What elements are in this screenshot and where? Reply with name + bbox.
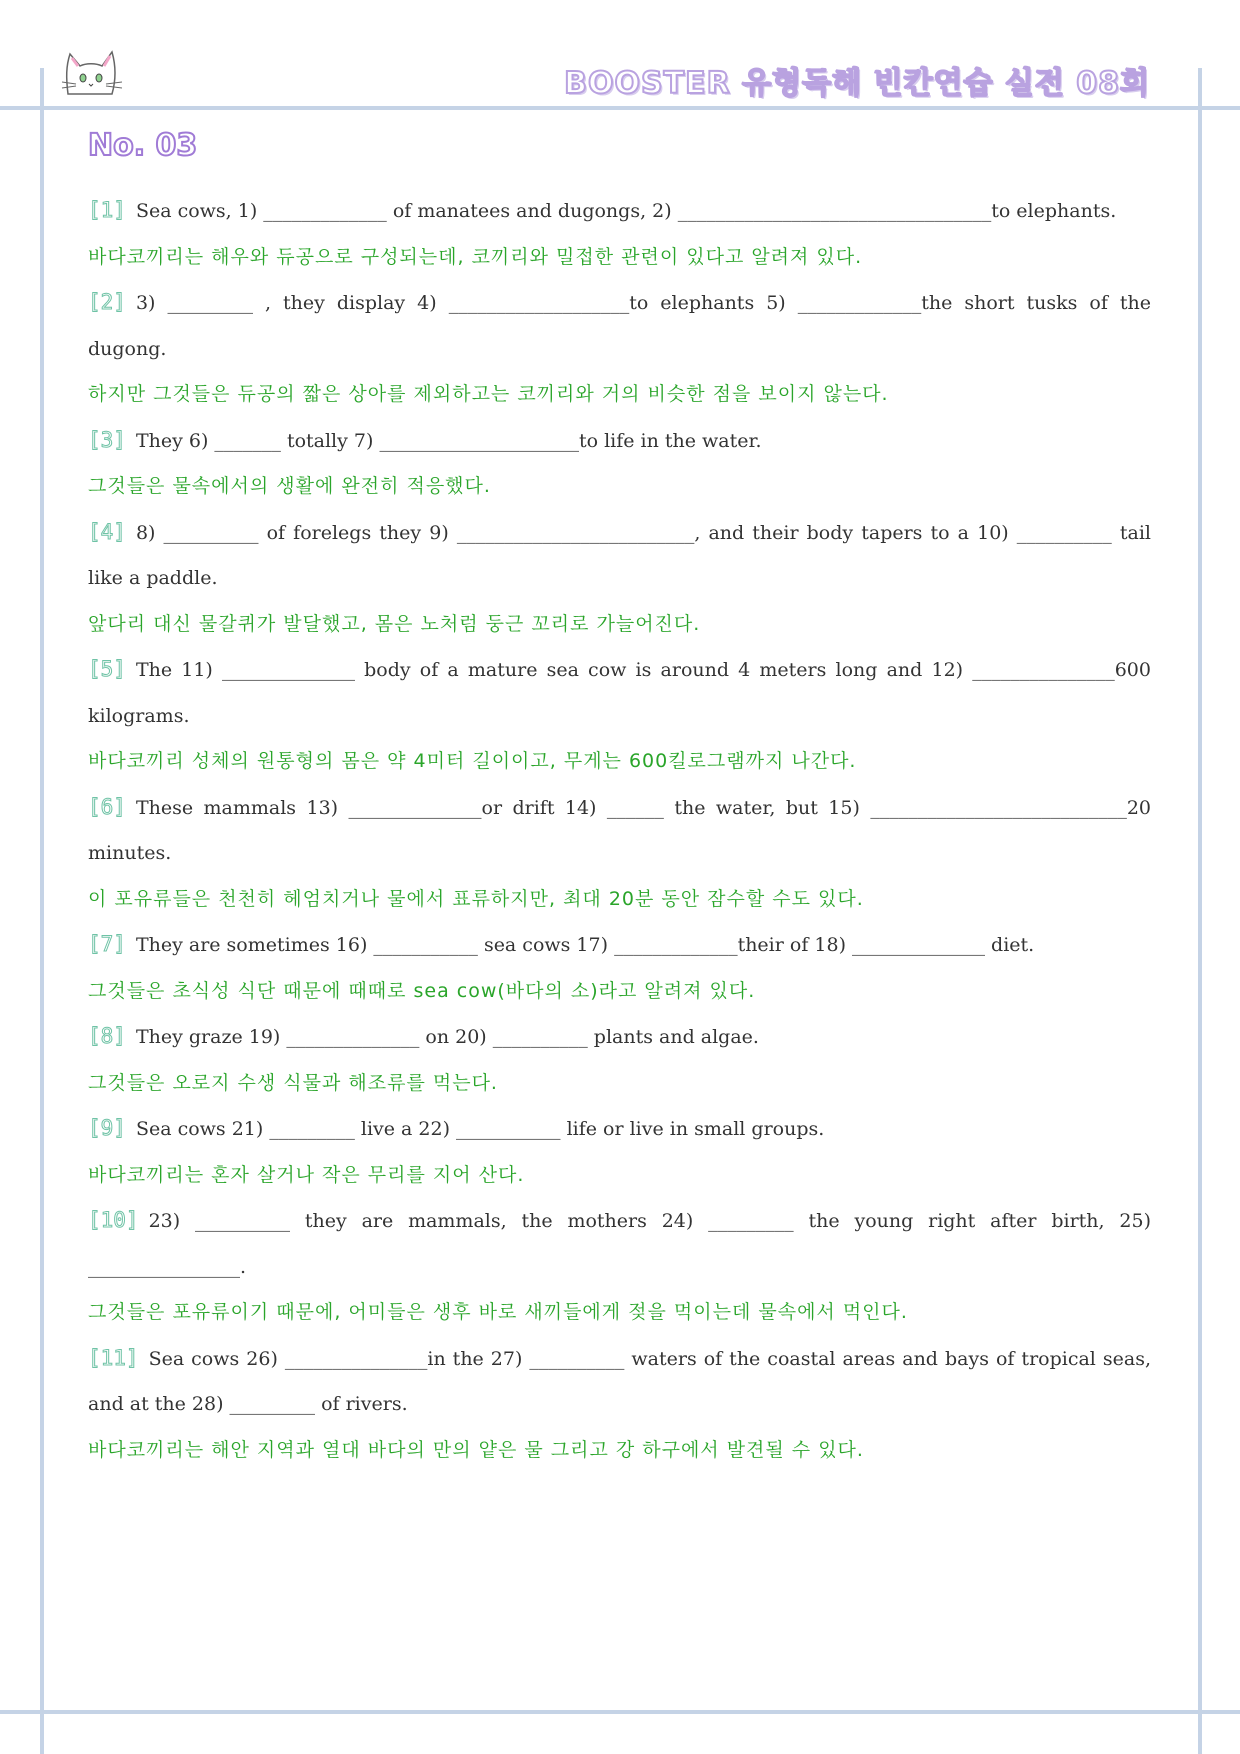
exercise-item-2 bbox=[88, 280, 1151, 418]
sentence-text: 3) _________ , they display 4) ___________________to elephants 5) _____________the short tusks of the dugong. bbox=[88, 292, 1151, 360]
item-number: [1] bbox=[88, 198, 126, 222]
korean-translation: 그것들은 포유류이기 때문에, 어미들은 생후 바로 새끼들에게 젖을 먹이는데 물속에서 먹인다. bbox=[88, 1301, 908, 1323]
bottom-border-line bbox=[0, 1710, 1240, 1714]
sentence-text: 8) __________ of forelegs they 9) _________________________, and their body tapers to a 10) __________ tail like a paddle. bbox=[88, 521, 1151, 589]
sentence-text: These mammals 13) ______________or drift 14) ______ the water, but 15) ___________________________20 minutes. bbox=[88, 796, 1151, 864]
sentence-text: Sea cows 21) _________ live a 22) ___________ life or live in small groups. bbox=[135, 1118, 825, 1140]
korean-translation: 바다코끼리는 해안 지역과 열대 바다의 만의 얕은 물 그리고 강 하구에서 발견될 수 있다. bbox=[88, 1438, 864, 1461]
worksheet-header-title: BOOSTER 유형독해 빈칸연습 실전 08회 bbox=[564, 66, 1150, 101]
exercise-item-3 bbox=[88, 418, 1151, 510]
english-sentence bbox=[88, 418, 1151, 465]
english-sentence bbox=[88, 922, 1151, 969]
english-sentence bbox=[88, 1014, 1151, 1061]
section-number-title: No. 03 bbox=[88, 128, 198, 163]
korean-translation: 그것들은 오로지 수생 식물과 해조류를 먹는다. bbox=[88, 1071, 498, 1094]
korean-translation: 그것들은 물속에서의 생활에 완전히 적응했다. bbox=[88, 475, 491, 497]
exercise-item-7 bbox=[88, 922, 1151, 1014]
item-number: [2] bbox=[88, 290, 126, 314]
sentence-text: They graze 19) ______________ on 20) __________ plants and algae. bbox=[135, 1026, 759, 1048]
item-number: [11] bbox=[88, 1345, 139, 1370]
item-number: [6] bbox=[88, 794, 126, 819]
item-number: [7] bbox=[88, 932, 126, 956]
exercise-item-6 bbox=[88, 785, 1151, 923]
english-sentence bbox=[88, 510, 1151, 602]
sentence-text: 23) __________ they are mammals, the mothers 24) _________ the young right after birth, 25) ________________. bbox=[88, 1210, 1151, 1278]
top-border-line bbox=[0, 106, 1240, 110]
korean-translation: 이 포유류들은 천천히 헤엄치거나 물에서 표류하지만, 최대 20분 동안 잠수할 수도 있다. bbox=[88, 887, 864, 910]
exercise-item-10 bbox=[88, 1198, 1151, 1336]
sentence-text: Sea cows 26) _______________in the 27) __________ waters of the coastal areas and bays of tropical seas, and at the 28) _________ of rivers. bbox=[88, 1347, 1151, 1415]
item-number: [9] bbox=[88, 1116, 126, 1140]
korean-translation: 그것들은 초식성 식단 때문에 때때로 sea cow(바다의 소)라고 알려져 있다. bbox=[88, 979, 756, 1002]
english-sentence bbox=[88, 785, 1151, 877]
item-number: [8] bbox=[88, 1024, 126, 1048]
item-number: [5] bbox=[88, 657, 126, 681]
english-sentence bbox=[88, 647, 1151, 739]
sentence-text: They are sometimes 16) ___________ sea cows 17) _____________their of 18) ______________ diet. bbox=[135, 934, 1035, 956]
exercise-item-4 bbox=[88, 510, 1151, 648]
exercise-item-5 bbox=[88, 647, 1151, 785]
item-number: [4] bbox=[88, 519, 126, 544]
korean-translation: 바다코끼리 성체의 원통형의 몸은 약 4미터 길이이고, 무게는 600킬로그램까지 나간다. bbox=[88, 750, 857, 772]
right-border-line bbox=[1198, 68, 1202, 1754]
english-sentence bbox=[88, 1106, 1151, 1153]
sentence-text: Sea cows, 1) _____________ of manatees and dugongs, 2) _________________________________to elephants. bbox=[135, 200, 1117, 222]
english-sentence bbox=[88, 1198, 1151, 1290]
english-sentence bbox=[88, 188, 1151, 235]
korean-translation: 바다코끼리는 해우와 듀공으로 구성되는데, 코끼리와 밀접한 관련이 있다고 알려져 있다. bbox=[88, 245, 863, 268]
item-number: [10] bbox=[88, 1208, 139, 1232]
english-sentence bbox=[88, 1336, 1151, 1428]
korean-translation: 바다코끼리는 혼자 살거나 작은 무리를 지어 산다. bbox=[88, 1163, 525, 1186]
exercise-item-11 bbox=[88, 1336, 1151, 1474]
cat-logo-icon bbox=[60, 44, 124, 100]
exercise-item-9 bbox=[88, 1106, 1151, 1198]
sentence-text: The 11) ______________ body of a mature sea cow is around 4 meters long and 12) _______________600 kilograms. bbox=[88, 659, 1151, 727]
exercise-list bbox=[88, 188, 1151, 1473]
korean-translation: 하지만 그것들은 듀공의 짧은 상아를 제외하고는 코끼리와 거의 비슷한 점을 보이지 않는다. bbox=[88, 383, 889, 405]
english-sentence bbox=[88, 280, 1151, 372]
korean-translation: 앞다리 대신 물갈퀴가 발달했고, 몸은 노처럼 둥근 꼬리로 가늘어진다. bbox=[88, 612, 701, 635]
exercise-item-1 bbox=[88, 188, 1151, 280]
item-number: [3] bbox=[88, 427, 126, 452]
left-border-line bbox=[40, 68, 44, 1754]
exercise-item-8 bbox=[88, 1014, 1151, 1106]
sentence-text: They 6) _______ totally 7) _____________________to life in the water. bbox=[135, 429, 762, 452]
